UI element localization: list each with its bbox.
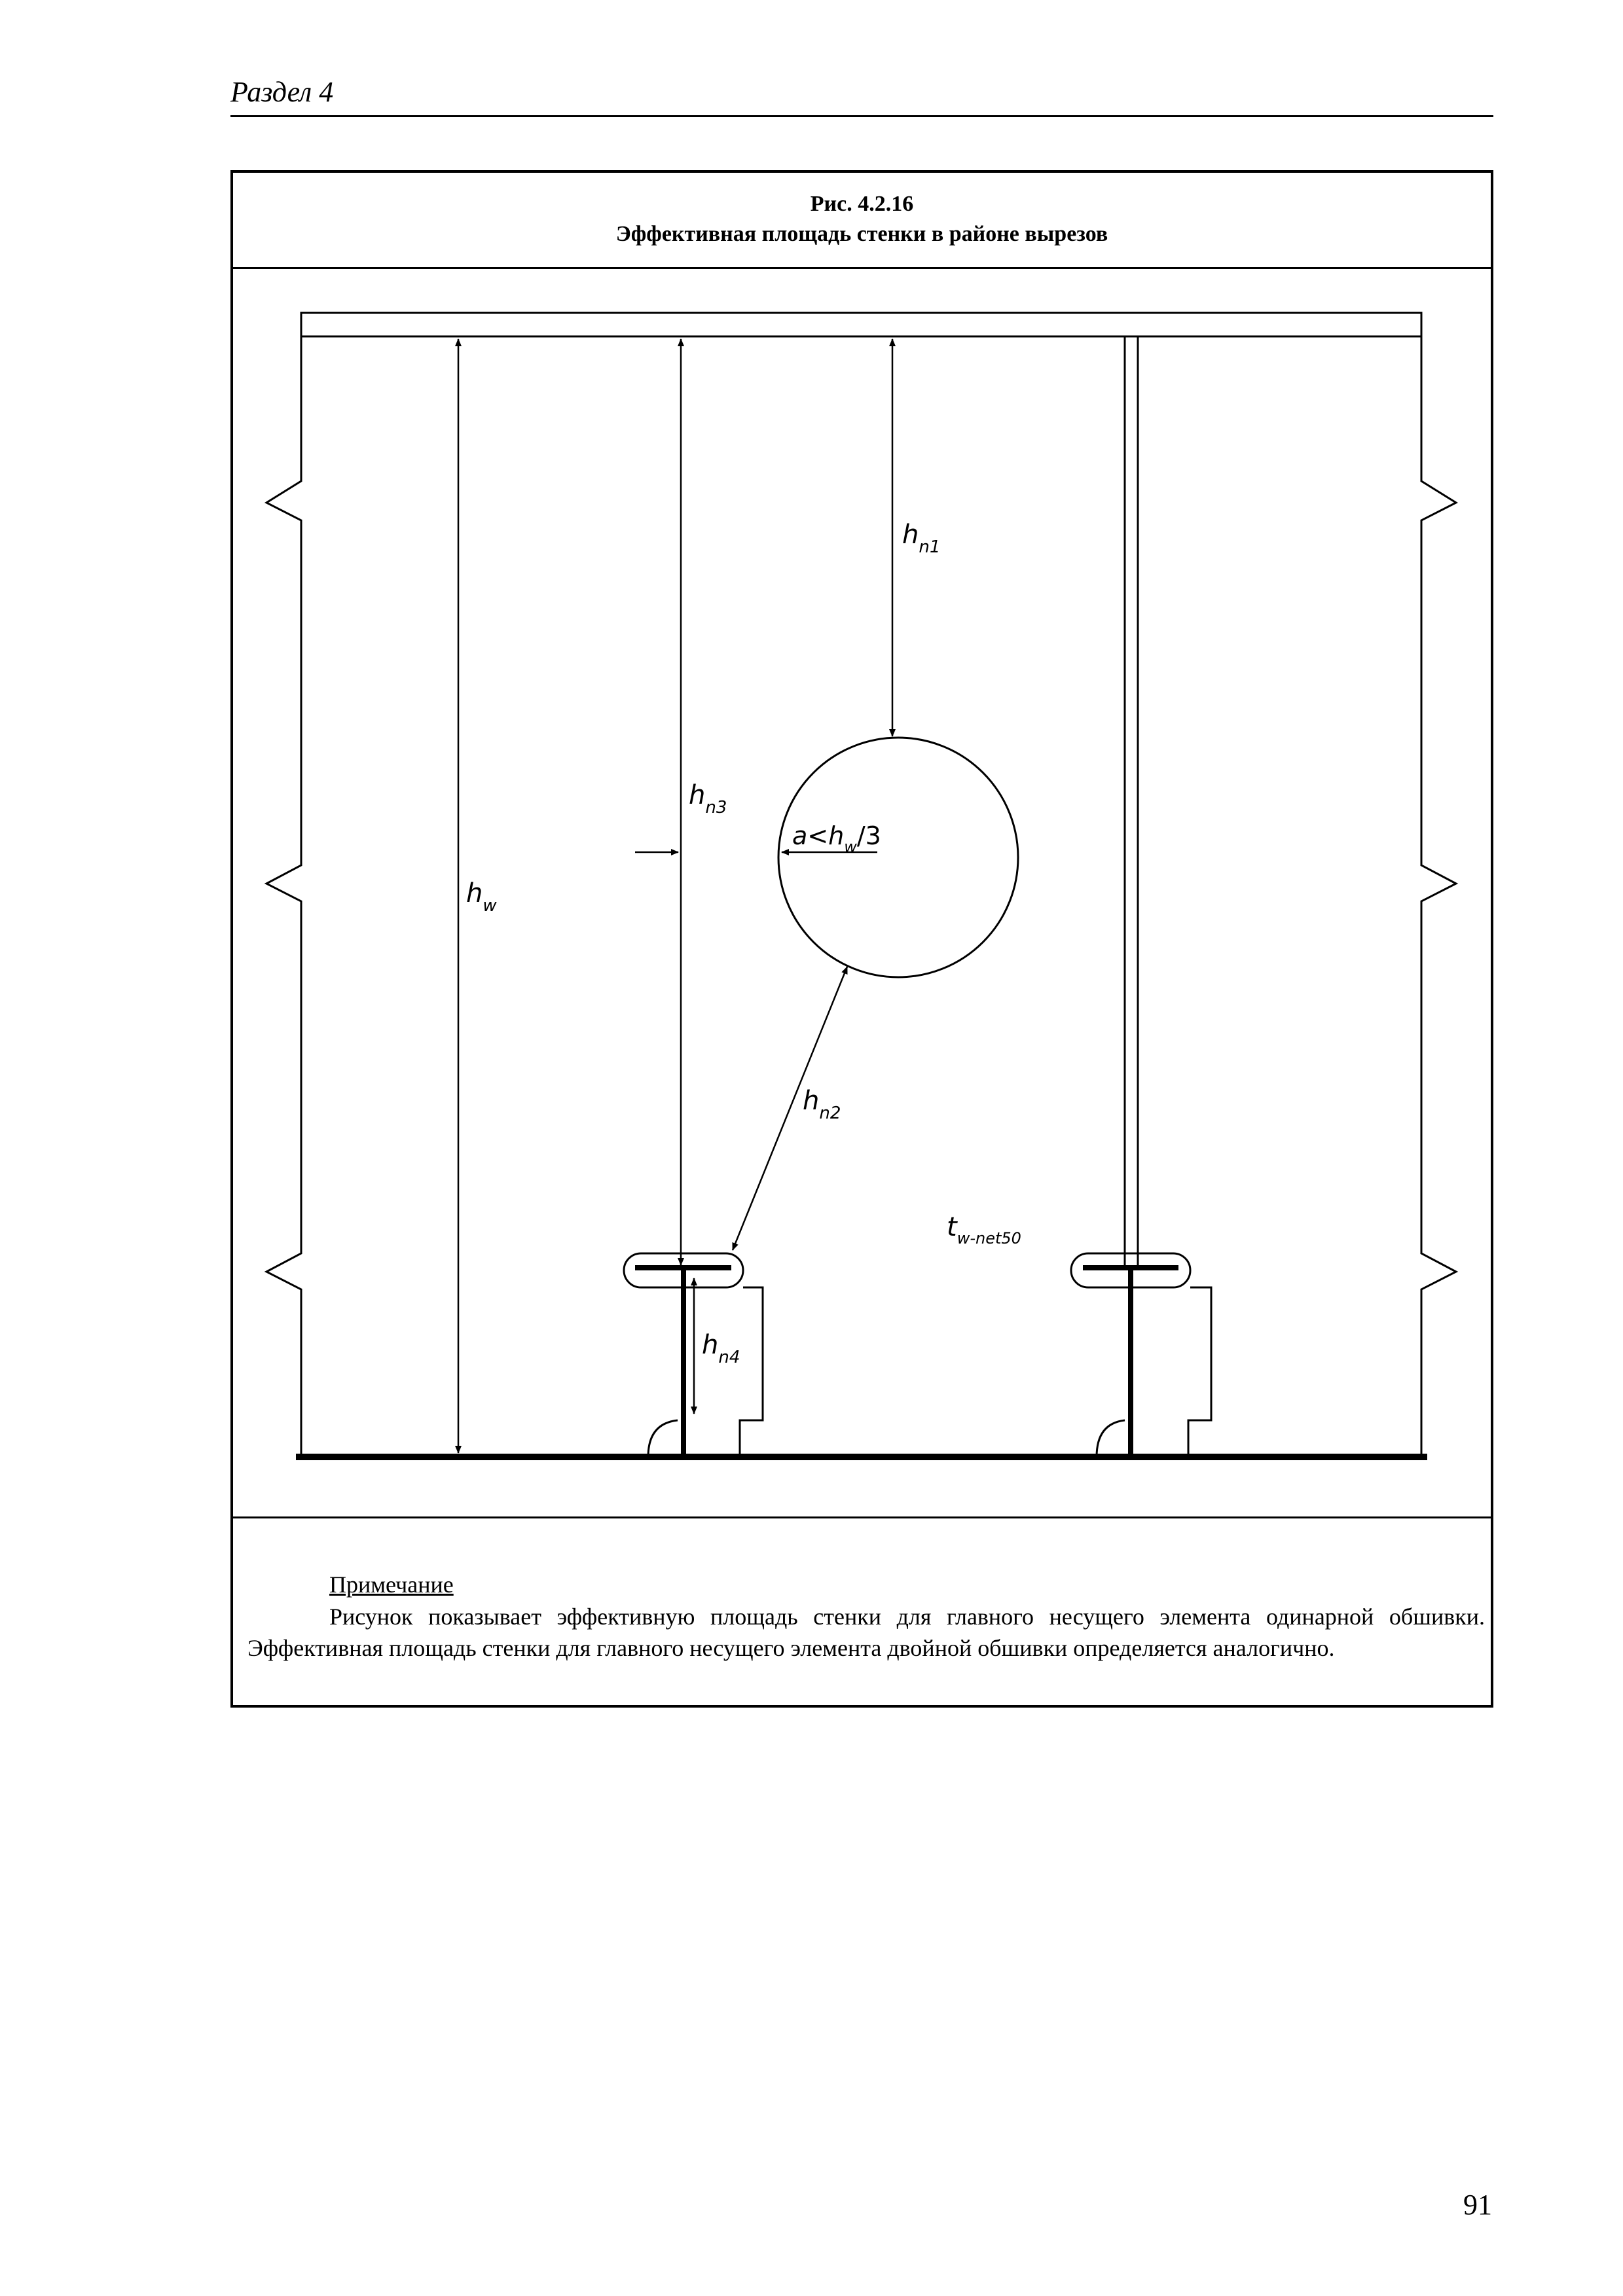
page-number: 91: [1463, 2189, 1492, 2221]
label-a-limit: $a<h_w/3$: [792, 821, 881, 856]
circular-cutout: [778, 738, 1018, 977]
label-hw: $h_w$: [466, 878, 497, 916]
label-hn1: $h_{n1}$: [902, 520, 941, 557]
label-t-net: $t_{w-net50}$: [947, 1212, 1021, 1247]
right-break-line: [1421, 336, 1456, 1457]
top-flange: [301, 313, 1421, 336]
section-header: Раздел 4: [230, 76, 334, 108]
label-hn4: $h_{n4}$: [702, 1330, 740, 1367]
figure-title: Эффективная площадь стенки в районе вырезов: [615, 222, 1108, 246]
left-break-line: [266, 336, 301, 1457]
figure-number: Рис. 4.2.16: [810, 192, 914, 216]
label-hn3: $h_{n3}$: [689, 780, 727, 817]
label-hn2: $h_{n2}$: [803, 1086, 841, 1123]
vertical-stiffener: [1125, 336, 1138, 1268]
note-title: Примечание: [329, 1571, 454, 1598]
note-text: Рисунок показывает эффективную площадь стенки для главного несущего элемента одинарной обшивки. Эффективная площадь стенки для главного несущего элемента двойной обшивки определяется аналогично.: [247, 1604, 1485, 1661]
right-longitudinal: [1071, 1253, 1211, 1457]
